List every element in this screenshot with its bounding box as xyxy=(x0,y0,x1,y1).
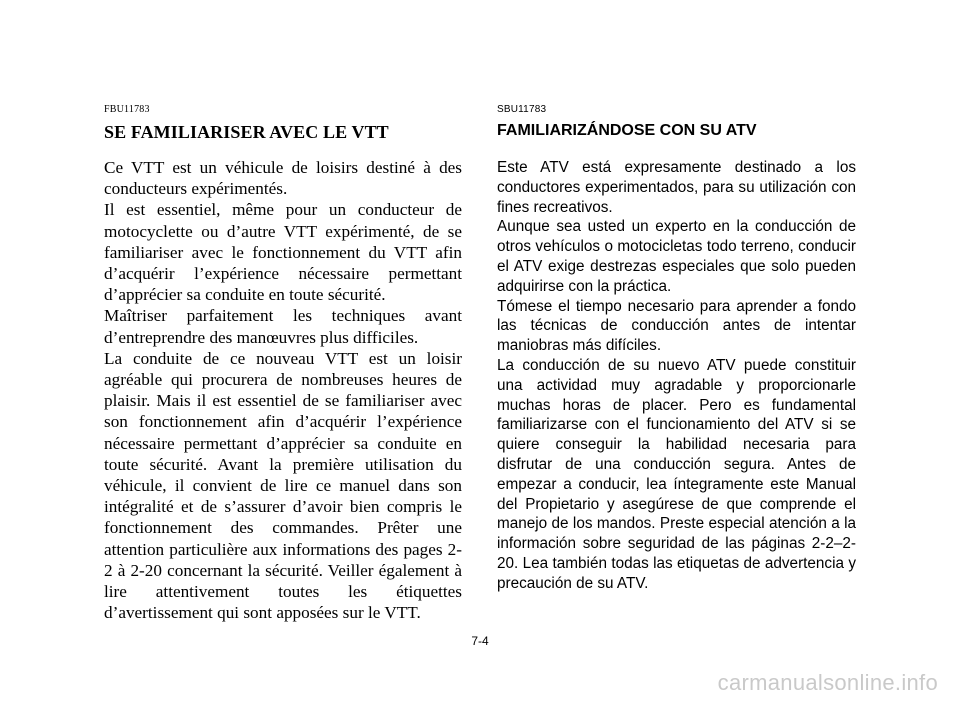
spanish-column xyxy=(497,104,856,594)
section-code-es: SBU11783 xyxy=(497,104,547,115)
section-heading-es: FAMILIARIZÁNDOSE CON SU ATV xyxy=(497,122,757,139)
paragraph-es-2: Aunque sea usted un experto en la conducción de otros vehículos o motocicletas todo terreno, conducir el ATV exige destrezas especiales que solo pueden adquirirse con la práctica. xyxy=(497,218,856,295)
paragraph-es-1: Este ATV está expresamente destinado a los conductores experimentados, para su utilización con fines recreativos. xyxy=(497,159,856,216)
paragraph-fr-4: La conduite de ce nouveau VTT est un loisir agréable qui procurera de nombreuses heures de plaisir. Mais il est essentiel de se familiariser avec son fonctionnement afin d’acquérir l’expérience nécessaire permettant d’apprécier sa conduite en toute sécurité. Avant la première utilisation du véhicule, il convient de lire ce manuel dans son intégralité et de s’assurer d’avoir bien compris le fonctionnement des commandes. Prêter une attention particulière aux informations des pages 2-2 à 2-20 concernant la sécurité. Veiller également à lire attentivement toutes les étiquettes d’avertissement qui sont apposées sur le VTT. xyxy=(104,348,462,623)
watermark-text: carmanualsonline.info xyxy=(717,670,938,695)
paragraph-fr-3: Maîtriser parfaitement les techniques avant d’entreprendre des manœuvres plus difficiles. xyxy=(104,306,462,347)
paragraph-fr-1: Ce VTT est un véhicule de loisirs destiné à des conducteurs expérimentés. xyxy=(104,158,462,199)
paragraph-es-3: Tómese el tiempo necesario para aprender a fondo las técnicas de conducción antes de intentar maniobras más difíciles. xyxy=(497,297,856,355)
paragraph-es-4: La conducción de su nuevo ATV puede constituir una actividad muy agradable y proporcionarle muchas horas de placer. Pero es fundamental familiarizarse con el funcionamiento del ATV si se quiere conseguir la habilidad necesaria para disfrutar de una conducción segura. Antes de empezar a conducir, lea íntegramente este Manual del Propietario y asegúrese de que comprende el manejo de los mandos. Preste especial atención a la información sobre seguridad de las páginas 2-2–2-20. Lea también todas las etiquetas de advertencia y precaución de su ATV. xyxy=(497,356,856,592)
paragraph-fr-2: Il est essentiel, même pour un conducteur de motocyclette ou d’autre VTT expérimenté, de se familiariser avec le fonctionnement du VTT afin d’acquérir l’expérience nécessaire permettant d’apprécier sa conduite en toute sécurité. xyxy=(104,200,462,305)
section-heading-fr: SE FAMILIARISER AVEC LE VTT xyxy=(104,122,389,142)
french-column xyxy=(104,104,462,623)
section-code-fr: FBU11783 xyxy=(104,104,150,115)
page-number: 7-4 xyxy=(471,634,489,648)
